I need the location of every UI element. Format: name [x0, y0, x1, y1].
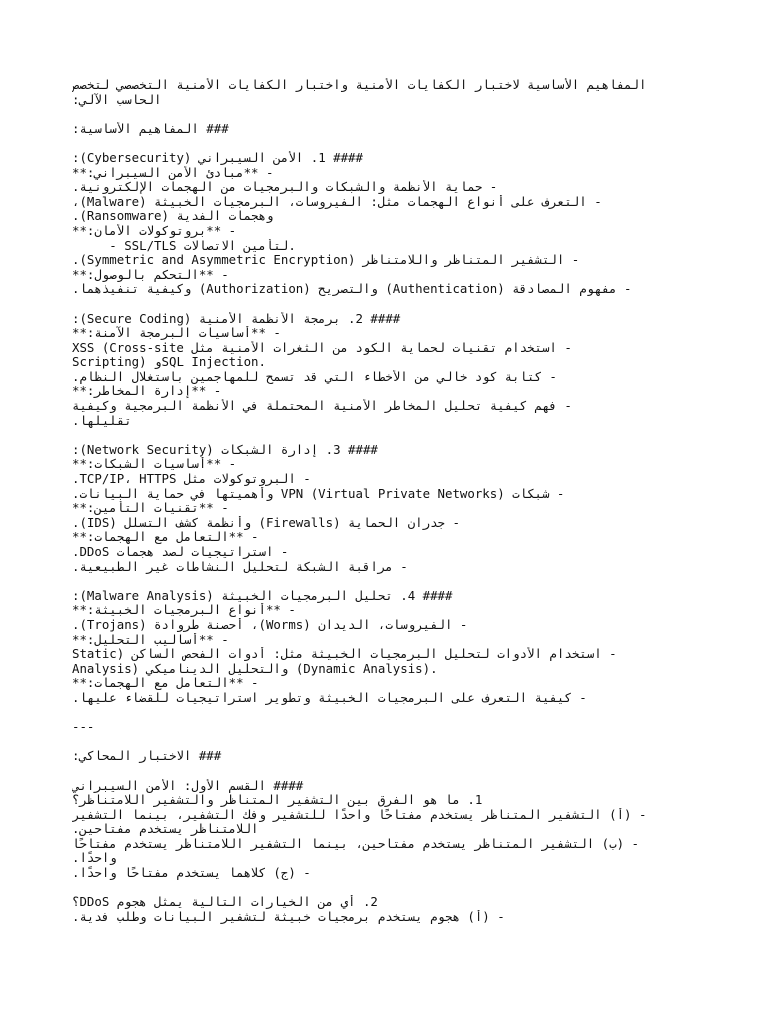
text-line: - **التحكم بالوصول:** — [72, 267, 252, 282]
text-line: Scripting) وSQL Injection. — [72, 355, 266, 370]
text-line: - استخدام الأدوات لتحليل البرمجيات الخبيثة مثل: أدوات الفحص الساكن (Static — [72, 647, 654, 662]
text-line: - (أ) هجوم يستخدم برمجيات خبيثة لتشفير البيانات وطلب فدية. — [72, 909, 528, 924]
blank-line — [72, 574, 686, 589]
text-line: - التشفير المتناظر واللامتناظر (Symmetric and Asymmetric Encryption). — [72, 253, 617, 268]
text-line: اللامتناظر يستخدم مفتاحين. — [72, 822, 259, 837]
blank-line — [72, 735, 686, 750]
text-line: - مفهوم المصادقة (Authentication) والتصريح (Authorization) وكيفية تنفيذهما. — [72, 282, 669, 297]
text-line: #### 1. الأمن السيبراني (Cybersecurity): — [72, 150, 363, 165]
text-line: - الفيروسات، الديدان (Worms)، أحصنة طروادة (Trojans). — [72, 617, 505, 632]
text-line: 2. أي من الخيارات التالية يمثل هجوم DDoS؟ — [72, 895, 378, 910]
text-line: تقليلها. — [72, 413, 132, 428]
blank-line — [72, 297, 686, 312]
text-line: - حماية الأنظمة والشبكات والبرمجيات من الهجمات الإلكترونية. — [72, 180, 535, 195]
document-text — [72, 78, 686, 924]
text-line: - **تقنيات التأمين:** — [72, 501, 252, 516]
text-line: - التعرف على أنواع الهجمات مثل: الفيروسات، البرمجيات الخبيثة (Malware)، — [72, 194, 639, 209]
text-line: - **التعامل مع الهجمات:** — [72, 676, 281, 691]
text-line: - **إدارة المخاطر:** — [72, 384, 244, 399]
blank-line — [72, 706, 686, 721]
text-line: - **أساليب التحليل:** — [72, 632, 252, 647]
blank-line — [72, 881, 686, 896]
text-line: - استراتيجيات لصد هجمات DDoS. — [72, 545, 326, 559]
text-line: - **أساسيات الشبكات:** — [72, 457, 259, 472]
blank-line — [72, 136, 686, 151]
text-line: ### الاختبار المحاكي: — [72, 749, 222, 764]
text-line: --- — [72, 720, 95, 735]
text-line: - **أنواع البرمجيات الخبيثة:** — [72, 603, 319, 618]
blank-line — [72, 764, 686, 779]
text-line: - فهم كيفية تحليل المخاطر الأمنية المحتملة في الأنظمة البرمجية وكيفية — [72, 399, 610, 414]
text-line: ### المفاهيم الأساسية: — [72, 121, 229, 136]
text-line: Analysis) والتحليل الديناميكي (Dynamic Analysis). — [72, 661, 438, 676]
text-line: - (ج) كلاهما يستخدم مفتاحًا واحدًا. — [72, 866, 334, 881]
text-line: - (ب) التشفير المتناظر يستخدم مفتاحين، بينما التشفير اللامتناظر يستخدم مفتاحًا — [72, 836, 662, 851]
text-line: - **بروتوكولات الأمان:** — [72, 223, 259, 238]
text-line: - استخدام تقنيات لحماية الكود من الثغرات الأمنية مثل XSS (Cross-site — [72, 340, 610, 355]
text-line: #### 3. إدارة الشبكات (Network Security): — [72, 442, 378, 457]
text-line: - **أساسيات البرمجة الآمنة:** — [72, 326, 304, 341]
text-line: - (أ) التشفير المتناظر يستخدم مفتاحًا واحدًا للتشفير وفك التشفير، بينما التشفير — [72, 807, 669, 822]
text-line: المفاهيم الأساسية لاختبار الكفايات الأمنية واختبار الكفايات الأمنية التخصصي لتخصص — [72, 78, 647, 92]
text-line: - شبكات VPN (Virtual Private Networks) وأهميتها في حماية البيانات. — [72, 486, 602, 501]
blank-line — [72, 428, 686, 443]
text-line: #### القسم الأول: الأمن السيبراني — [72, 778, 304, 793]
text-line: 1. ما هو الفرق بين التشفير المتناظر والتشفير اللامتناظر؟ — [72, 793, 483, 808]
text-line: واحدًا. — [72, 851, 117, 866]
text-line: - كيفية التعرف على البرمجيات الخبيثة وتطوير استراتيجيات للقضاء عليها. — [72, 690, 625, 705]
text-line: - **التعامل مع الهجمات:** — [72, 530, 281, 545]
text-line: - مراقبة الشبكة لتحليل النشاطات غير الطبيعية. — [72, 559, 445, 574]
text-line: الحاسب الآلي: — [72, 92, 162, 107]
text-line: - كتابة كود خالي من الأخطاء التي قد تسمح للمهاجمين باستغلال النظام. — [72, 369, 595, 384]
text-line: وهجمات الفدية (Ransomware). — [72, 209, 274, 224]
text-line: #### 4. تحليل البرمجيات الخبيثة (Malware Analysis): — [72, 588, 453, 603]
text-line: - جدران الحماية (Firewalls) وأنظمة كشف التسلل (IDS). — [72, 515, 498, 530]
blank-line — [72, 107, 686, 122]
text-line: - **مبادئ الأمن السيبراني:** — [72, 165, 296, 180]
text-line: #### 2. برمجة الأنظمة الأمنية (Secure Coding): — [72, 311, 401, 326]
text-line: - SSL/TLS لتأمين الاتصالات. — [72, 238, 296, 253]
text-line: - البروتوكولات مثل TCP/IP، HTTPS. — [72, 472, 349, 487]
